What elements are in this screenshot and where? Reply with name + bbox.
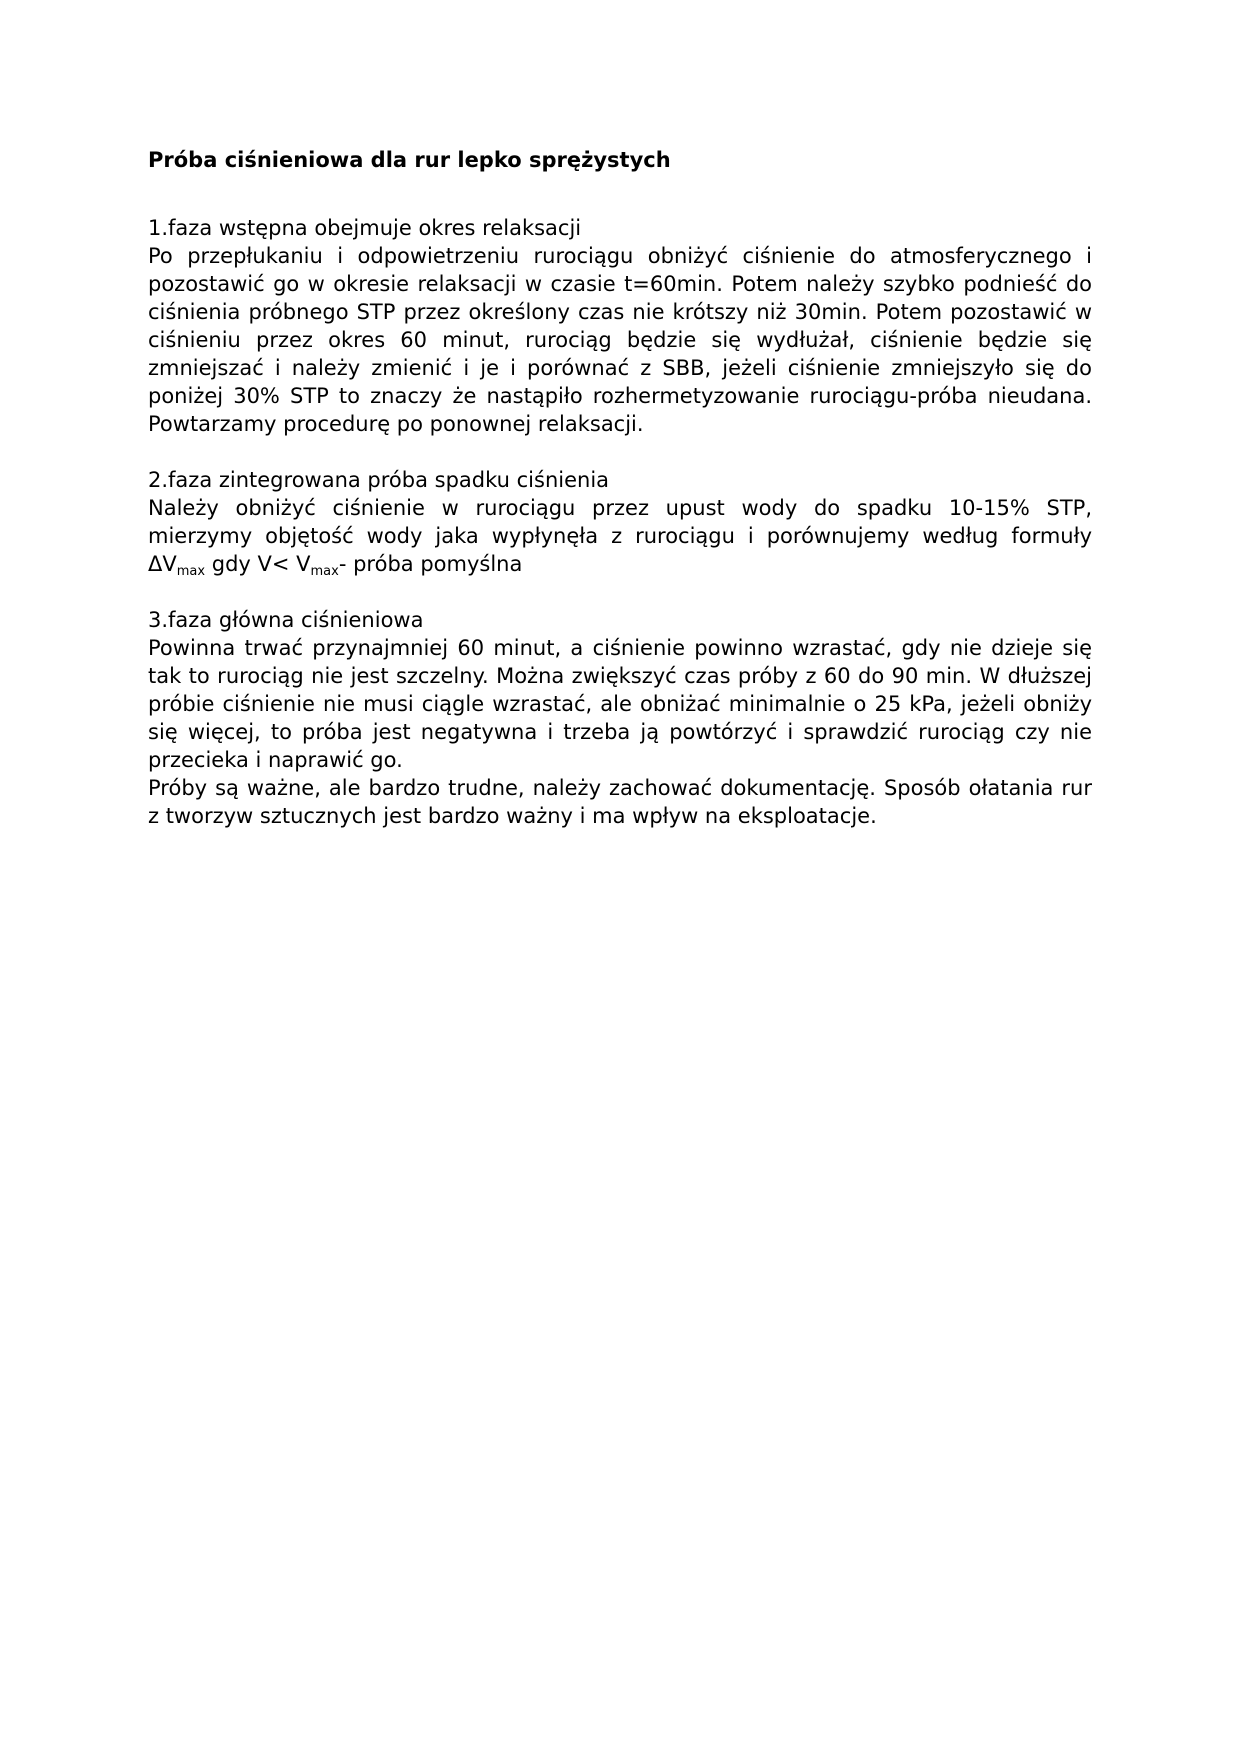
section-paragraph: Po przepłukaniu i odpowietrzeniu rurociągu obniżyć ciśnienie do atmosferycznego i pozostawić go w okresie relaksacji w czasie t=60min. Potem należy szybko podnieść do ciśnienia próbnego STP przez określony czas nie krótszy niż 30min. Potem pozostawić w ciśnieniu przez okres 60 minut, rurociąg będzie się wydłużał, ciśnienie będzie się zmniejszać i należy zmienić i je i porównać z SBB, jeżeli ciśnienie zmniejszyło się do poniżej 30% STP to znaczy że nastąpiło rozhermetyzowanie rurociągu-próba nieudana. Powtarzamy procedurę po ponownej relaksacji. <box>148 244 1092 436</box>
section-heading: 2.faza zintegrowana próba spadku ciśnienia <box>148 468 610 492</box>
section-paragraph-closing: Próby są ważne, ale bardzo trudne, należy zachować dokumentację. Sposób ołatania rur z tworzyw sztucznych jest bardzo ważny i ma wpływ na eksploatacje. <box>148 776 1092 828</box>
section-phase-1 <box>148 214 1092 438</box>
paragraph-text: gdy V< V <box>205 552 311 576</box>
subscript-max: max <box>176 564 206 579</box>
paragraph-text: - próba pomyślna <box>338 552 523 576</box>
section-paragraph: Powinna trwać przynajmniej 60 minut, a ciśnienie powinno wzrastać, gdy nie dzieje się tak to rurociąg nie jest szczelny. Można zwiększyć czas próby z 60 do 90 min. W dłuższej próbie ciśnienie nie musi ciągle wzrastać, ale obniżać minimalnie o 25 kPa, jeżeli obniży się więcej, to próba jest negatywna i trzeba ją powtórzyć i sprawdzić rurociąg czy nie przecieka i naprawić go. <box>148 636 1092 772</box>
section-phase-3 <box>148 606 1092 830</box>
section-paragraph <box>148 494 1092 578</box>
document-content <box>148 146 1092 830</box>
subscript-max: max <box>310 564 339 579</box>
section-phase-2 <box>148 466 1092 578</box>
document-title: Próba ciśnieniowa dla rur lepko sprężystych <box>148 148 671 172</box>
section-heading: 1.faza wstępna obejmuje okres relaksacji <box>148 216 582 240</box>
section-heading: 3.faza główna ciśnieniowa <box>148 608 424 632</box>
paragraph-text: Należy obniżyć ciśnienie w rurociągu przez upust wody do spadku 10-15% STP, mierzymy objętość wody jaka wypłynęła z rurociągu i porównujemy według formuły ΔV <box>148 496 1092 576</box>
